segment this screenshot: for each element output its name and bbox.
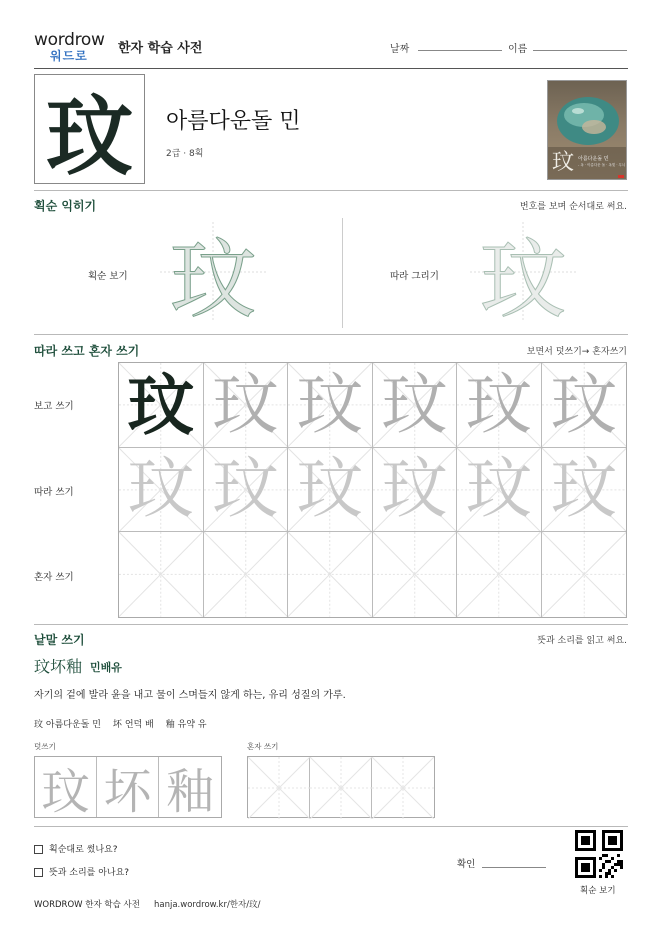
word-trace-cell[interactable]: 坏 xyxy=(97,757,159,817)
header-title: 한자 학습 사전 xyxy=(118,41,203,56)
check-item-stroke[interactable]: 획순대로 썼나요? xyxy=(34,842,118,855)
practice-cell[interactable] xyxy=(457,448,542,533)
word-trace-grid xyxy=(34,756,222,818)
confirm-label: 확인 xyxy=(457,859,476,870)
practice-section-hint: 보면서 덧쓰기→ 혼자쓰기 xyxy=(526,347,627,357)
gloss-item: 玟 아름다운돌 민 xyxy=(34,720,101,730)
stroke-divider xyxy=(342,218,343,328)
practice-character: 玟 xyxy=(550,450,617,528)
date-field-line xyxy=(418,50,502,51)
practice-cell[interactable] xyxy=(457,532,542,617)
practice-character: 玟 xyxy=(127,450,194,528)
character-grade: 2급 · 8획 xyxy=(166,149,204,159)
stroke-order-character: 玟 xyxy=(170,230,256,330)
stroke-trace-label: 따라 그리기 xyxy=(390,271,439,282)
checkbox[interactable] xyxy=(34,845,43,854)
stroke-order-diagram xyxy=(160,222,266,330)
footer-url[interactable]: hanja.wordrow.kr/한자/玟/ xyxy=(154,900,261,910)
qr-label: 획순 보기 xyxy=(580,886,616,896)
practice-cell[interactable] xyxy=(288,532,373,617)
word-definition: 자기의 겉에 발라 윤을 내고 물이 스며들지 않게 하는, 유리 성질의 가루. xyxy=(34,690,346,701)
practice-cell[interactable] xyxy=(119,363,204,448)
practice-cell[interactable] xyxy=(542,448,627,533)
practice-character: 玟 xyxy=(465,450,532,528)
practice-cell[interactable] xyxy=(373,448,458,533)
word-section-hint: 뜻과 소리를 읽고 써요. xyxy=(537,636,627,646)
practice-grid xyxy=(118,362,627,618)
practice-cell[interactable] xyxy=(204,448,289,533)
character-meaning: 아름다운돌 민 xyxy=(166,109,301,134)
row-label-view: 보고 쓰기 xyxy=(34,401,74,412)
practice-character: 玟 xyxy=(465,365,532,443)
name-field-line xyxy=(533,50,627,51)
word-trace-cell[interactable]: 玟 xyxy=(35,757,97,817)
confirm-line xyxy=(482,867,546,868)
main-character: 玟 xyxy=(46,86,133,187)
logo: wordrow xyxy=(34,30,105,50)
practice-character: 玟 xyxy=(127,365,194,444)
practice-character: 玟 xyxy=(212,365,279,443)
gloss-item: 釉 유약 유 xyxy=(165,720,207,730)
word-alone-label: 혼자 쓰기 xyxy=(247,742,279,751)
practice-character: 玟 xyxy=(381,365,448,443)
practice-cell[interactable] xyxy=(542,532,627,617)
divider xyxy=(34,624,628,625)
divider xyxy=(34,334,628,335)
gloss-item: 坏 언덕 배 xyxy=(112,720,154,730)
practice-character: 玟 xyxy=(296,450,363,528)
stroke-trace-diagram[interactable] xyxy=(470,222,576,330)
practice-cell[interactable] xyxy=(542,363,627,448)
word-glosses xyxy=(34,717,207,730)
practice-cell[interactable] xyxy=(373,532,458,617)
name-label: 이름 xyxy=(508,44,528,55)
practice-cell[interactable] xyxy=(288,363,373,448)
practice-character: 玟 xyxy=(212,450,279,528)
word-section-title: 낱말 쓰기 xyxy=(34,633,85,647)
practice-cell[interactable] xyxy=(204,532,289,617)
divider xyxy=(34,190,628,191)
practice-character: 玟 xyxy=(296,365,363,443)
divider xyxy=(34,826,628,827)
word-alone-cell[interactable] xyxy=(248,757,310,817)
practice-cell[interactable] xyxy=(373,363,458,448)
qr-code[interactable] xyxy=(575,830,623,878)
practice-character: 玟 xyxy=(381,450,448,528)
stroke-trace-character: 玟 xyxy=(480,230,566,330)
word-alone-grid xyxy=(247,756,435,818)
row-label-alone: 혼자 쓰기 xyxy=(34,572,74,583)
photo-caption: 아름다운돌 민 xyxy=(578,156,609,162)
photo-caption-sub: - 옥 · 아름다운 돌 · 옥빛 · 무늬 xyxy=(578,163,626,167)
word-alone-cell[interactable] xyxy=(372,757,434,817)
photo-character: 玟 xyxy=(552,150,575,175)
word-alone-cell[interactable] xyxy=(310,757,372,817)
word-reading: 민배유 xyxy=(90,661,122,674)
practice-cell[interactable] xyxy=(204,363,289,448)
row-label-trace: 따라 쓰기 xyxy=(34,487,74,498)
practice-cell[interactable] xyxy=(119,448,204,533)
word-trace-cell[interactable]: 釉 xyxy=(165,763,214,820)
stroke-view-label: 획순 보기 xyxy=(88,271,128,282)
stone-photo xyxy=(547,80,627,180)
photo-badge xyxy=(618,175,624,178)
stroke-section-hint: 번호를 보며 순서대로 써요. xyxy=(519,202,627,212)
word-trace-label: 덧쓰기 xyxy=(34,742,56,751)
practice-section-title: 따라 쓰고 혼자 쓰기 xyxy=(34,344,140,358)
practice-cell[interactable] xyxy=(288,448,373,533)
word-hanja: 玟坏釉 xyxy=(34,657,83,676)
footer-brand: WORDROW 한자 학습 사전 xyxy=(34,900,140,910)
checkbox[interactable] xyxy=(34,868,43,877)
main-character-box xyxy=(34,74,145,187)
check-item-meaning[interactable]: 뜻과 소리를 아나요? xyxy=(34,865,129,878)
logo-subtext: 워드로 xyxy=(50,49,88,63)
practice-cell[interactable] xyxy=(119,532,204,617)
practice-cell[interactable] xyxy=(457,363,542,448)
stroke-section-title: 획순 익히기 xyxy=(34,199,97,213)
date-label: 날짜 xyxy=(390,44,410,55)
practice-character: 玟 xyxy=(550,365,617,443)
